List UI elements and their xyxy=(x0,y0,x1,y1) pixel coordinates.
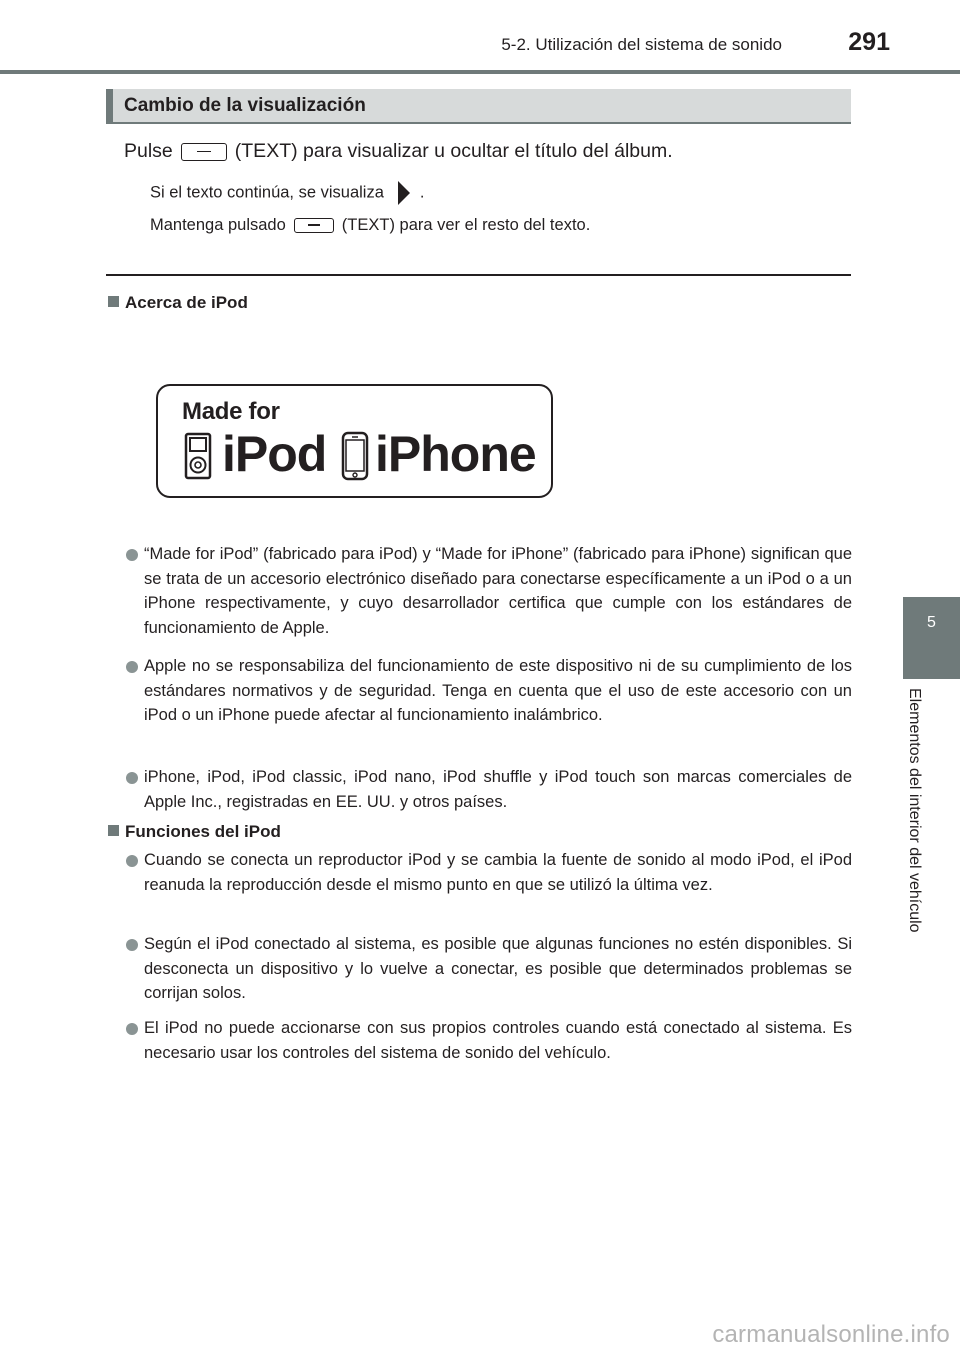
logo-iphone: iPhone xyxy=(375,426,536,482)
subheading-about-ipod xyxy=(108,293,248,313)
square-bullet-icon xyxy=(108,296,119,307)
logo-ipod: iPod xyxy=(222,426,327,482)
subheading-ipod-functions xyxy=(108,822,281,842)
text-button-icon xyxy=(294,218,334,233)
section-divider xyxy=(106,274,851,276)
iphone-device-icon xyxy=(341,431,369,481)
instruction-text xyxy=(124,140,673,163)
continue-arrow-icon xyxy=(398,181,410,205)
bullet-dot-icon xyxy=(126,1023,138,1035)
page-number: 291 xyxy=(848,28,890,56)
paragraph-made-for: “Made for iPod” (fabricado para iPod) y “Made for iPhone” (fabricado para iPhone) significan que se trata de un accesorio electrónico diseñado para conectarse específicamente a un iPod o a un iPhone respectivamente, y cuyo desarrollador certifica que cumple con los estándares de funcionamiento de Apple. xyxy=(144,545,852,637)
header-rule xyxy=(0,70,960,74)
ipod-device-icon xyxy=(184,432,212,480)
chapter-label-container xyxy=(903,688,933,968)
bullet-dot-icon xyxy=(126,549,138,561)
section-heading-underline xyxy=(106,122,851,124)
paragraph-resume-playback: Cuando se conecta un reproductor iPod y se cambia la fuente de sonido al modo iPod, el iPod reanuda la reproducción desde el mismo punto en que se utilizó la última vez. xyxy=(144,851,852,894)
chapter-tab xyxy=(903,597,960,679)
note-1-before: Si el texto continúa, se visualiza xyxy=(150,183,384,202)
note-continue xyxy=(150,181,424,205)
note-hold xyxy=(150,216,590,235)
text-button-icon xyxy=(181,143,227,161)
bullet-dot-icon xyxy=(126,855,138,867)
subheading-ipod-functions-text: Funciones del iPod xyxy=(125,822,281,841)
bullet-dot-icon xyxy=(126,661,138,673)
instruction-before: Pulse xyxy=(124,140,173,162)
logo-made-for: Made for xyxy=(182,398,280,425)
paragraph-own-controls: El iPod no puede accionarse con sus propios controles cuando está conectado al sistema. Es necesario usar los controles del sistema de sonido del vehículo. xyxy=(144,1019,852,1062)
square-bullet-icon xyxy=(108,825,119,836)
chapter-tab-number: 5 xyxy=(927,614,936,631)
section-heading-accent xyxy=(106,89,113,123)
paragraph-apple-responsibility: Apple no se responsabiliza del funcionamiento de este dispositivo ni de su cumplimiento de los estándares normativos y de seguridad. Tenga en cuenta que el uso de este accesorio con un iPod o un iPhone puede afectar al funcionamiento inalámbrico. xyxy=(144,657,852,724)
instruction-after: (TEXT) para visualizar u ocultar el título del álbum. xyxy=(234,140,673,162)
paragraph-trademarks: iPhone, iPod, iPod classic, iPod nano, iPod shuffle y iPod touch son marcas comerciales de Apple Inc., registradas en EE. UU. y otros países. xyxy=(144,768,852,811)
chapter-label: Elementos del interior del vehículo xyxy=(906,688,923,933)
subheading-about-ipod-text: Acerca de iPod xyxy=(125,293,248,312)
paragraph-function-availability: Según el iPod conectado al sistema, es posible que algunas funciones no estén disponibles. Si desconecta un dispositivo y lo vuelve a conectar, es posible que determinados problemas se corrijan solos. xyxy=(144,935,852,1002)
bullet-dot-icon xyxy=(126,939,138,951)
note-2-after: (TEXT) para ver el resto del texto. xyxy=(341,216,591,234)
header-section-title: 5-2. Utilización del sistema de sonido xyxy=(501,35,782,54)
watermark: carmanualsonline.info xyxy=(712,1321,950,1348)
note-1-after: . xyxy=(419,183,425,202)
note-2-before: Mantenga pulsado xyxy=(150,216,286,234)
section-heading: Cambio de la visualización xyxy=(124,95,366,116)
bullet-dot-icon xyxy=(126,772,138,784)
